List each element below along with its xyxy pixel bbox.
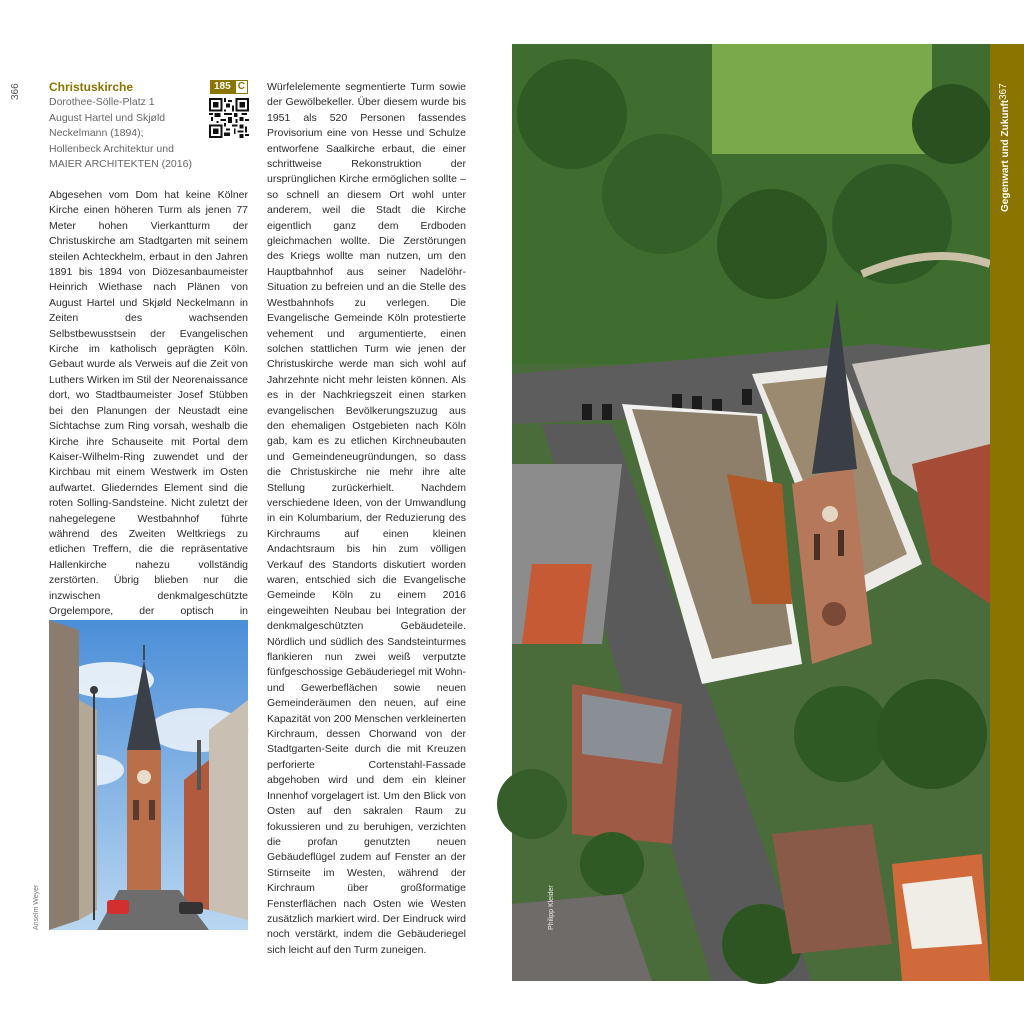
- aerial-church-illustration: [512, 44, 990, 981]
- badge-letter: C: [235, 80, 248, 94]
- entry-architect-line: Hollenbeck Architektur und: [49, 142, 174, 155]
- entry-architect-line: Neckelmann (1894);: [49, 127, 144, 139]
- street-photo: [49, 620, 248, 930]
- entry-architect-line: August Hartel und Skjøld: [49, 111, 166, 124]
- aerial-photo: [512, 44, 990, 981]
- body-text-column-1: Abgesehen vom Dom hat keine Kölner Kirche einen höheren Turm als jenen 77 Meter hohen Vierkantturm der Christuskirche am Stadtgarten mit seinem steilen Achteckhelm, erbaut in den Jahren 1891 bis 1894 von Diözesanbaumeister Heinrich Wiethase nach Plänen von August Hartel und Skjøld Neckelmann in Zeiten des wachsenden Selbstbewusstsein der Evangelischen Kirche im katholisch geprägten Köln. Gebaut wurde als Verweis auf die Zeit von Luthers Wirken im Stil der Neorenaissance dort, wo Stadtbaumeister Josef Stübben bei den Planungen der Neustadt eine Sichtachse zum Ring vorsah, weshalb die Kirche ihre Schauseite mit Portal dem Kaiser-Wilhelm-Ring zuwendet und der Kirchbau mit einem Westwerk im Osten aufwartet. Gliederndes Element sind die roten Solling-Sandsteine. Nicht zuletzt der nahegelegene Westbahnhof führte während des Zweiten Weltkriegs zu etlichen Treffern, die die repräsentative Hallenkirche nahezu vollständig zerstörten. Übrig blieben nur die inzwischen denkmalgeschützte Orgelempore, der optisch in: [49, 189, 248, 617]
- entry-title: Christuskirche: [49, 80, 134, 94]
- qr-code-icon[interactable]: [209, 98, 249, 138]
- badge-number: 185: [210, 80, 235, 94]
- photo-credit-large: Philipp Kleider: [548, 885, 555, 930]
- entry-badge: [210, 80, 248, 94]
- photo-credit-small: Anselm Weyer: [33, 884, 40, 930]
- chapter-title: Gegenwart und Zukunft: [1000, 99, 1011, 212]
- body-text-column-2: Würfelelemente segmentierte Turm sowie der Gewölbekeller. Über diesem wurde bis 1951 als 520 Personen fassendes Provisorium eine von Hesse und Schulze entworfene Saalkirche erbaut, die einer schrittweise Rekonstruktion der ursprünglichen Kirche ermöglichen sollte – so schnell an diesem Ort wohl unter anderem, weil die Stadt die Kirche eigentlich ganz dem Erdboden gleichmachen wollte. Die Zerstörungen des Kriegs wollte man nutzen, um den Hauptbahnhof aus seiner Nadelöhr-Situation zu befreien und an die Stelle des Westbahnhofs zu verlegen. Die Evangelische Gemeinde Köln protestierte vehement und argumentierte, einen solchen stattlichen Turm wie jenen der Christuskirche werde man sich wohl auf Jahrzehnte nicht mehr leisten können. Als es in der Nachkriegszeit einen starken evangelischen Bevölkerungszuzug aus den ehemaligen Ostgebieten nach Köln gab, kam es zu etlichen Kirchneubauten und Gemeindeneugründungen, so dass die Christuskirche nie mehr ihre alte Stellung zurückerhielt. Nachdem verschiedene Ideen, von der Umwandlung in ein Kolumbarium, der Reduzierung des Kirchraums auf einen kleinen Andachtsraum bis hin zum völligen Verkauf des Standorts diskutiert worden waren, entschied sich die Evangelische Gemeinde Köln zu einem 2016 eingeweihten Neubau bei Integration der denkmalgeschützten Gebäudeteile. Nördlich und südlich des Sandsteinturmes flankieren nun zwei weiß verputzte fünfgeschossige Gebäuderiegel mit Wohn- und Gewerbeflächen sowie neuen Gemeinderäumen den neuen, auf eine Kapazität von 200 Menschen verkleinerten Kirchraum, dessen Chorwand von der Stadtgarten-Seite durch die mit Kreuzen perforierte Cortenstahl-Fassade abgehoben wird und dem ein kleiner Innenhof vorgelagert ist. Um den Blick von Osten auf den sakralen Raum zu fokussieren und zu beruhigen, verzichten die profan genutzten neuen Gebäudeflügel zudem auf Fenster an der Stirnseite im Westen, während der Kirchraum über großformatige Fensterflächen nach Osten wie Westen zusätzlich markiert wird. Der Eindruck wird noch verstärkt, indem die Gebäuderiegel sich leicht auf den Turm zuneigen.: [267, 81, 466, 956]
- entry-architect-line: MAIER ARCHITEKTEN (2016): [49, 158, 192, 170]
- entry-address: Dorothee-Sölle-Platz 1: [49, 96, 155, 108]
- church-street-illustration: [49, 620, 248, 930]
- page-number-right: 367: [998, 83, 1009, 100]
- page-number-left: 366: [10, 83, 21, 100]
